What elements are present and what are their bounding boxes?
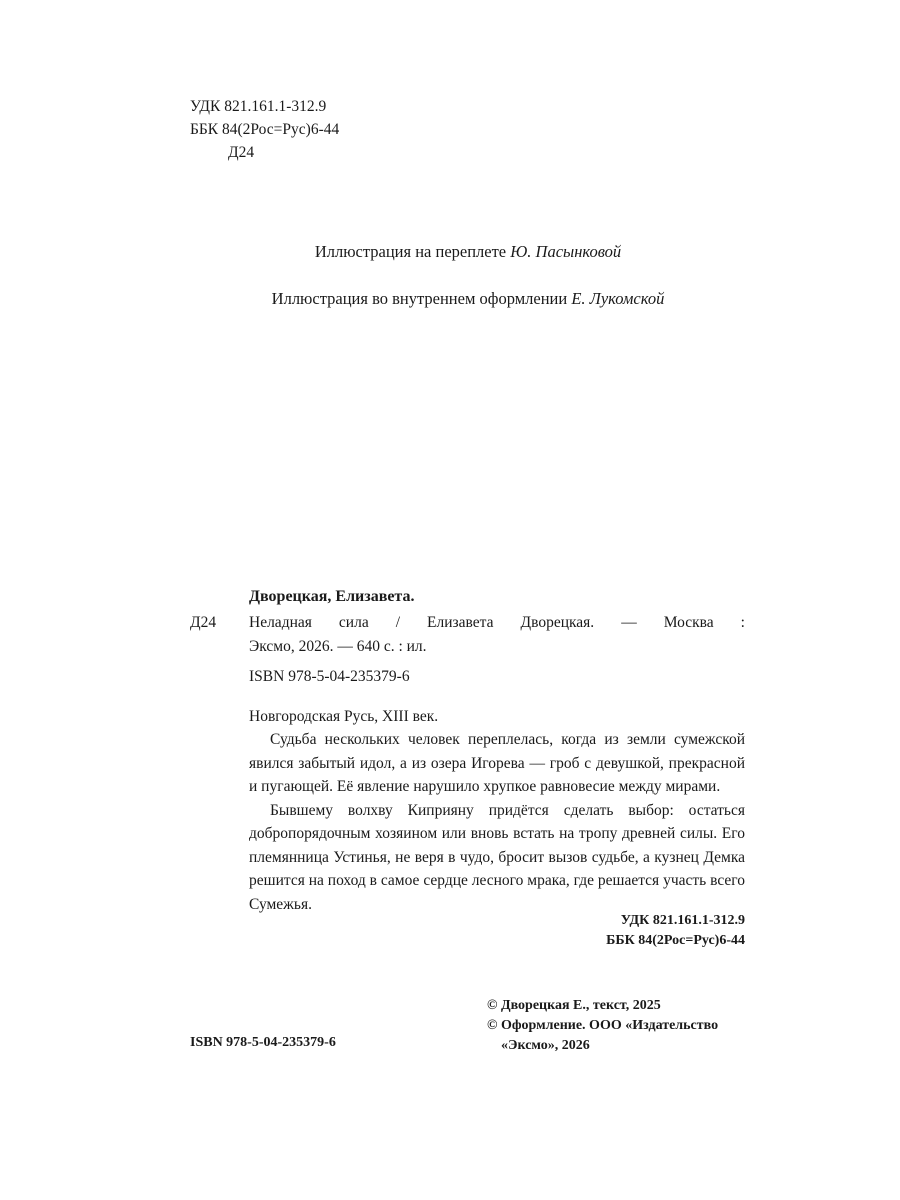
record-region: Новгородская Русь, XIII век.: [249, 707, 439, 725]
udk-code: УДК 821.161.1-312.9: [190, 98, 327, 115]
bbk-code: ББК 84(2Рос=Рус)6-44: [190, 121, 340, 138]
copyright-text: © Дворецкая Е., текст, 2025: [487, 998, 661, 1013]
record-classification: [560, 911, 745, 951]
record-author-mark: Д24: [190, 614, 217, 631]
copyright-design: © Оформление. ООО «Издательство: [487, 1018, 719, 1033]
classification-block: [190, 95, 339, 164]
copyright-design-cont: «Эксмо», 2026: [501, 1038, 590, 1053]
record-isbn: ISBN 978-5-04-235379-6: [249, 668, 410, 685]
record-udk: УДК 821.161.1-312.9: [620, 913, 745, 928]
interior-illustration-credit: [0, 289, 900, 309]
record-title-line: Неладная сила / Елизавета Дворецкая. — Москва :: [249, 614, 745, 631]
copyright-block: [487, 996, 757, 1056]
author-mark: Д24: [228, 144, 255, 161]
record-publisher-line: Эксмо, 2026. — 640 с. : ил.: [249, 637, 427, 655]
record-bbk: ББК 84(2Рос=Рус)6-44: [606, 933, 745, 948]
credit-text: Иллюстрация во внутреннем оформлении: [271, 289, 572, 308]
isbn-footer: ISBN 978-5-04-235379-6: [190, 1035, 336, 1050]
credit-name: Е. Лукомской: [571, 289, 665, 308]
annotation-paragraph-2: Бывшему волхву Киприяну придётся сделать выбор: остаться добропорядочным хозяином или вновь встать на тропу древней силы. Его племянница Устинья, не веря в чудо, бросит вызов судьбе, а кузнец Демка решится на поход в самое сердце лесного мрака, где решается участь всего Сумежья.: [249, 801, 745, 913]
credit-name: Ю. Пасынковой: [510, 242, 622, 261]
record-author: Дворецкая, Елизавета.: [249, 588, 415, 605]
credit-text: Иллюстрация на переплете: [314, 242, 511, 261]
cover-illustration-credit: [0, 242, 900, 262]
bibliographic-record: [249, 611, 745, 916]
annotation-paragraph-1: Судьба нескольких человек переплелась, когда из земли сумежской явился забытый идол, а из озера Игорева — гроб с девушкой, прекрасной и пугающей. Её явление нарушило хрупкое равновесие между мирами.: [249, 731, 745, 795]
